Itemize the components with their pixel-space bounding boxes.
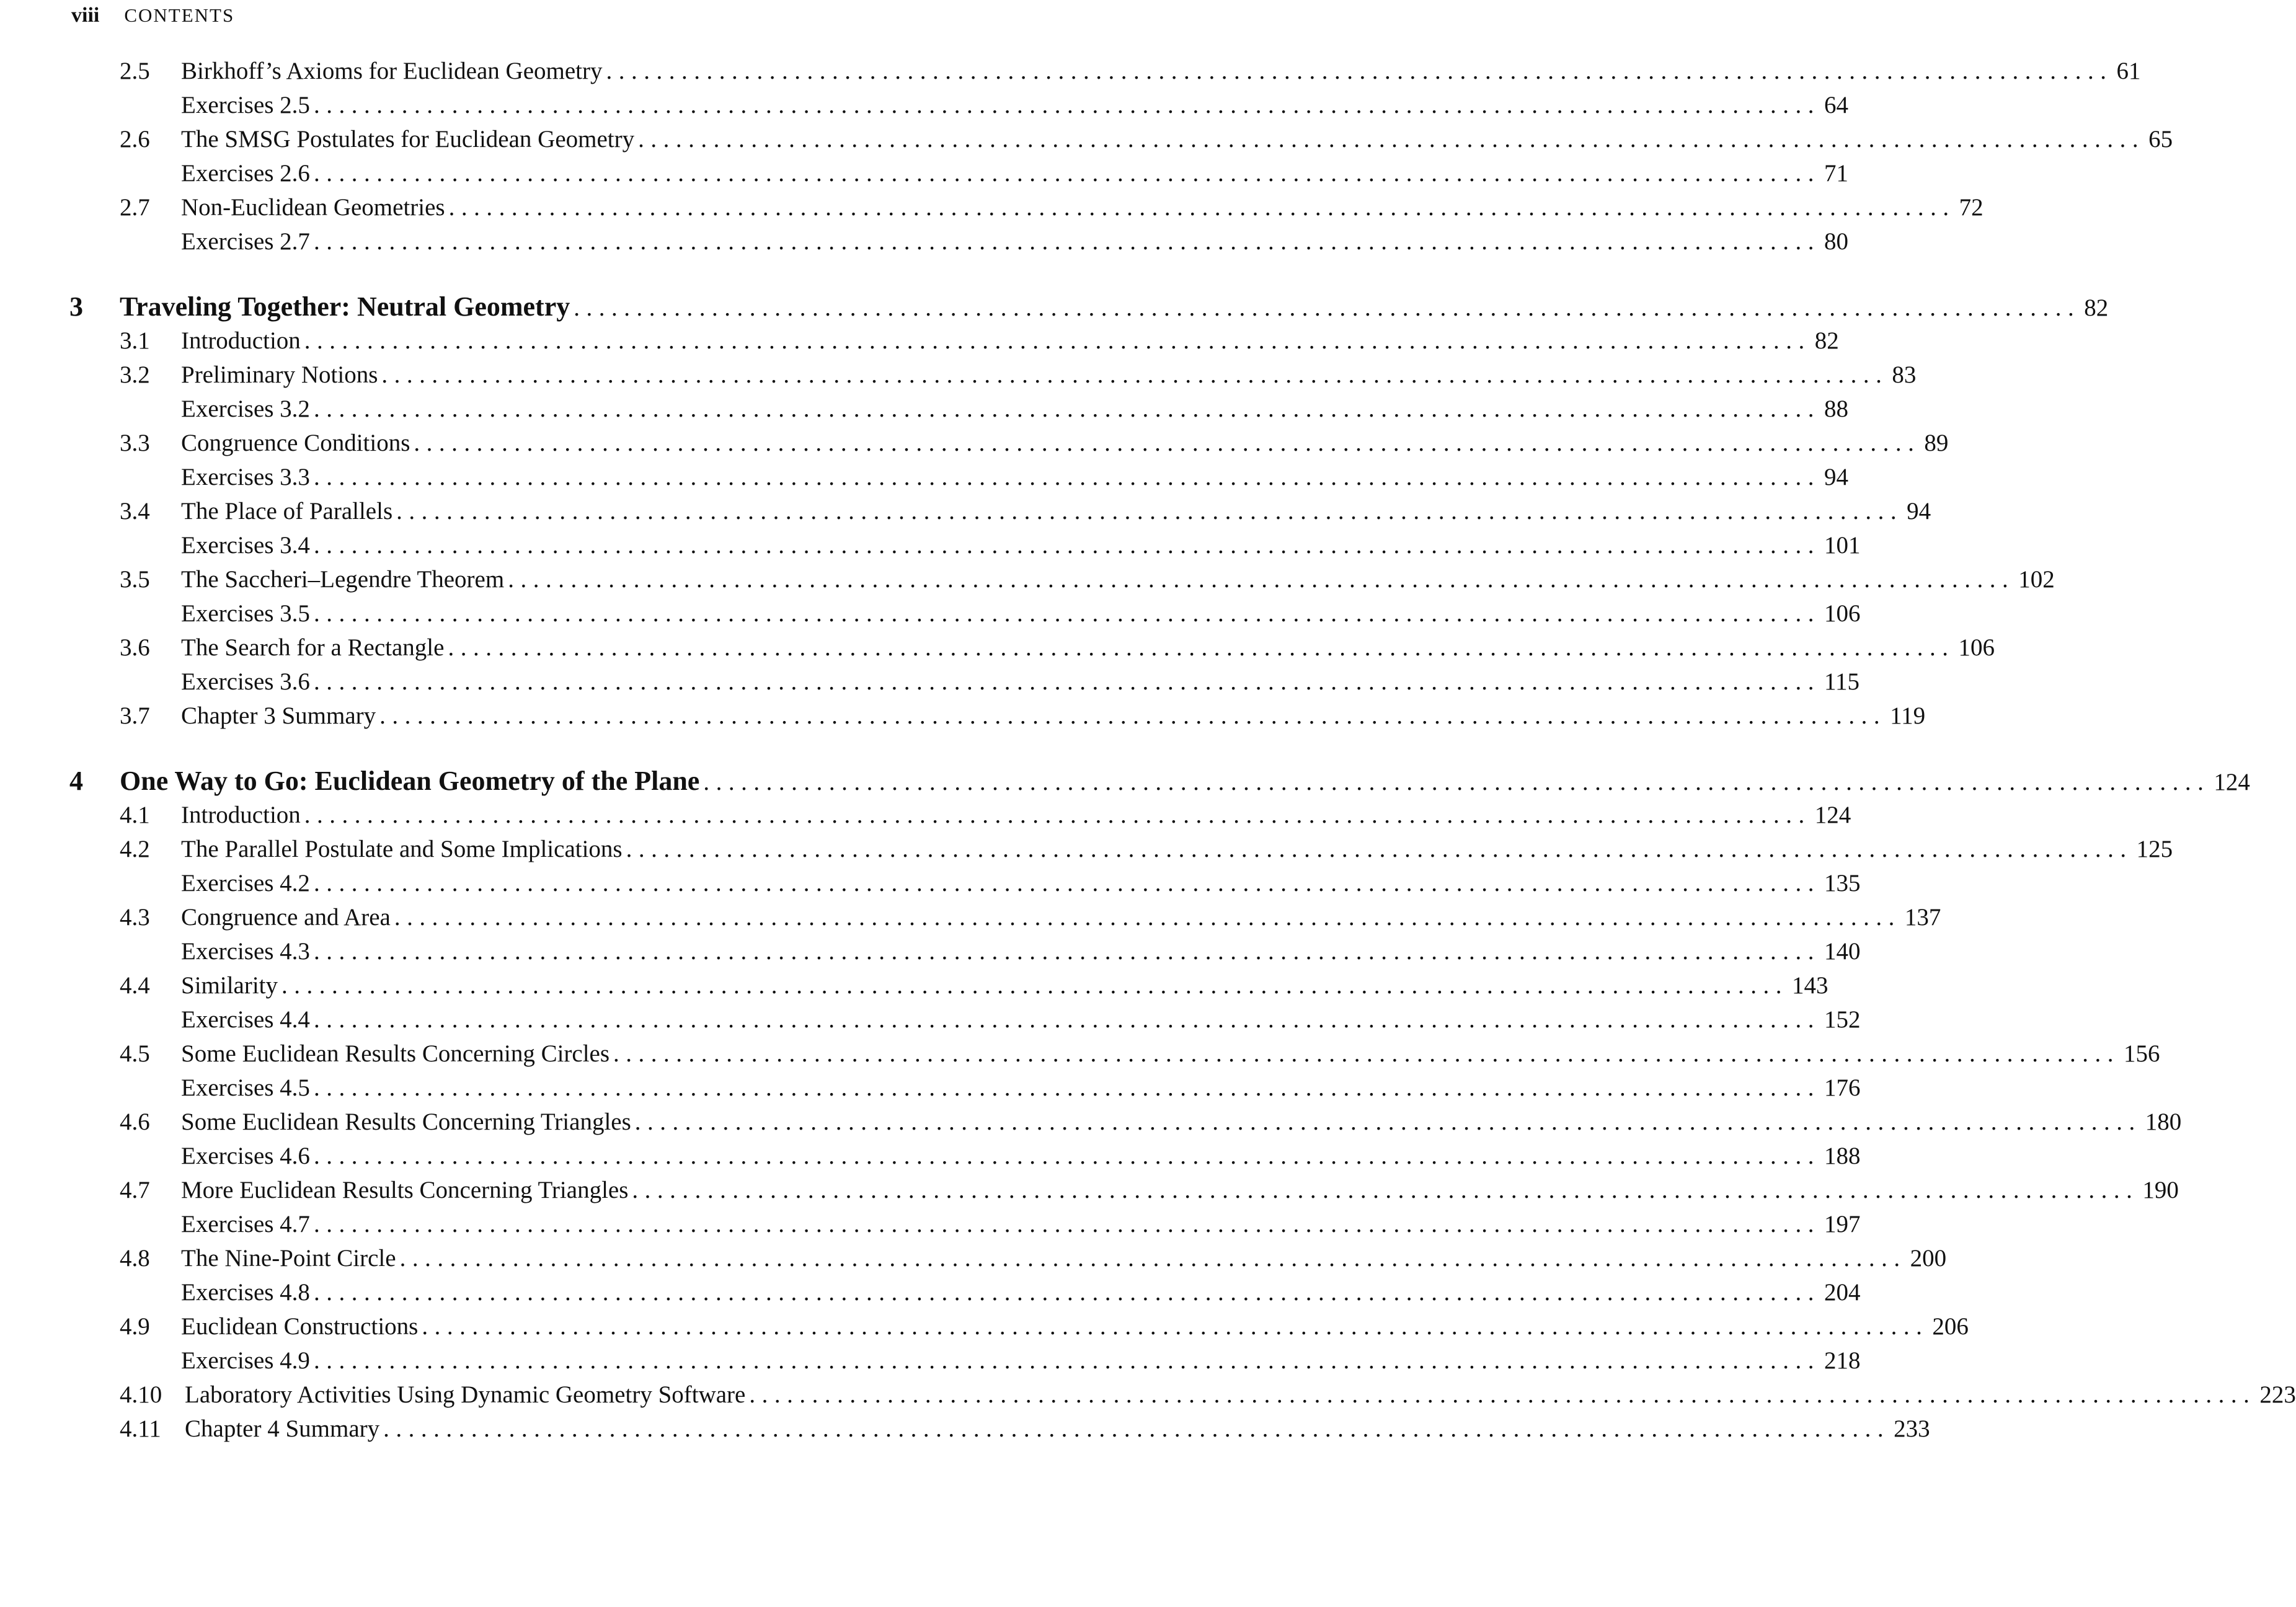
toc-section-entry[interactable]	[120, 1243, 1947, 1274]
toc-entry-number: 2.6	[120, 126, 150, 153]
toc-page-number: 80	[1824, 228, 1848, 255]
toc-entry-number: 3.4	[120, 498, 150, 525]
dot-leader: ........................................................................................................................	[313, 870, 1820, 896]
toc-entry-title: Chapter 3 Summary	[181, 702, 376, 729]
dot-leader: ........................................................................................................................	[638, 126, 2145, 153]
toc-section-entry[interactable]	[120, 970, 1828, 1001]
toc-exercise-entry[interactable]	[181, 598, 1861, 629]
toc-entry-title: More Euclidean Results Concerning Triangles	[181, 1177, 629, 1203]
toc-entry-title: The Place of Parallels	[181, 498, 393, 525]
toc-page-number: 233	[1894, 1415, 1930, 1442]
dot-leader: ........................................................................................................................	[703, 769, 2210, 795]
toc-exercise-entry[interactable]	[181, 1141, 1861, 1172]
dot-leader: ........................................................................................................................	[448, 634, 1955, 661]
toc-entry-title: Chapter 4 Summary	[185, 1415, 380, 1442]
toc-entry-number: 3.7	[120, 702, 150, 729]
toc-page-number: 61	[2116, 58, 2141, 84]
toc-entry-title: Euclidean Constructions	[181, 1313, 419, 1340]
dot-leader: ........................................................................................................................	[414, 430, 1921, 456]
toc-exercise-entry[interactable]	[181, 462, 1848, 493]
toc-section-entry[interactable]	[120, 632, 1995, 663]
toc-page-number: 102	[2018, 566, 2055, 593]
toc-section-entry[interactable]	[120, 902, 1941, 933]
toc-section-entry[interactable]	[120, 56, 2141, 87]
dot-leader: ........................................................................................................................	[281, 972, 1788, 999]
running-head: CONTENTS	[124, 4, 235, 26]
dot-leader: ........................................................................................................................	[313, 532, 1820, 559]
dot-leader: ........................................................................................................................	[313, 464, 1820, 490]
toc-chapter-entry[interactable]	[69, 766, 2250, 797]
toc-page-number: 180	[2145, 1109, 2182, 1135]
dot-leader: ........................................................................................................................	[313, 938, 1820, 965]
dot-leader: ........................................................................................................................	[304, 327, 1811, 354]
toc-entry-title: The Nine-Point Circle	[181, 1245, 396, 1272]
toc-entry-title: The Search for a Rectangle	[181, 634, 445, 661]
toc-entry-number: 4.7	[120, 1177, 150, 1203]
toc-page-number: 125	[2136, 836, 2173, 862]
toc-entry-title: Exercises 3.3	[181, 464, 310, 490]
page-folio: viii	[71, 4, 100, 27]
toc-entry-title: Laboratory Activities Using Dynamic Geometry Software	[185, 1381, 746, 1408]
toc-entry-title: Congruence Conditions	[181, 430, 410, 456]
toc-page-number: 94	[1907, 498, 1931, 525]
toc-entry-title: Exercises 2.5	[181, 92, 310, 118]
toc-page-number: 64	[1824, 92, 1848, 118]
toc-exercise-entry[interactable]	[181, 158, 1848, 189]
dot-leader: ........................................................................................................................	[313, 1279, 1820, 1306]
toc-section-entry[interactable]	[120, 1379, 2296, 1410]
dot-leader: ........................................................................................................................	[606, 58, 2113, 84]
toc-exercise-entry[interactable]	[181, 530, 1861, 561]
toc-entry-number: 4.2	[120, 836, 150, 862]
toc-page-number: 200	[1910, 1245, 1947, 1272]
dot-leader: ........................................................................................................................	[508, 566, 2015, 593]
toc-section-entry[interactable]	[120, 325, 1839, 356]
toc-entry-title: Exercises 4.8	[181, 1279, 310, 1306]
toc-entry-number: 2.5	[120, 58, 150, 84]
toc-page-number: 140	[1824, 938, 1861, 965]
toc-entry-title: Exercises 4.4	[181, 1006, 310, 1033]
toc-page-number: 135	[1824, 870, 1861, 896]
toc-entry-number: 4.11	[120, 1415, 161, 1442]
toc-page-number: 197	[1824, 1211, 1861, 1237]
toc-exercise-entry[interactable]	[181, 1004, 1861, 1035]
dot-leader: ........................................................................................................................	[313, 600, 1820, 627]
dot-leader: ........................................................................................................................	[613, 1040, 2121, 1067]
dot-leader: ........................................................................................................................	[381, 361, 1889, 388]
dot-leader: ........................................................................................................................	[313, 160, 1820, 187]
toc-entry-number: 4.4	[120, 972, 150, 999]
toc-entry-title: Non-Euclidean Geometries	[181, 194, 445, 221]
toc-entry-number: 3.6	[120, 634, 150, 661]
toc-exercise-entry[interactable]	[181, 1209, 1861, 1240]
toc-entry-title: Preliminary Notions	[181, 361, 378, 388]
toc-exercise-entry[interactable]	[181, 226, 1848, 257]
toc-section-entry[interactable]	[120, 1107, 2182, 1138]
toc-entry-title: Some Euclidean Results Concerning Triangles	[181, 1109, 631, 1135]
dot-leader: ........................................................................................................................	[396, 498, 1904, 525]
toc-section-entry[interactable]	[120, 1311, 1969, 1342]
toc-entry-title: The Saccheri–Legendre Theorem	[181, 566, 505, 593]
toc-page-number: 82	[2084, 294, 2109, 321]
toc-entry-number: 4.1	[120, 802, 150, 828]
toc-page-number: 190	[2142, 1177, 2179, 1203]
dot-leader: ........................................................................................................................	[313, 1347, 1820, 1374]
toc-page-number: 204	[1824, 1279, 1861, 1306]
toc-section-entry[interactable]	[120, 834, 2173, 865]
toc-entry-title: Introduction	[181, 327, 301, 354]
toc-entry-title: Exercises 3.2	[181, 396, 310, 422]
toc-entry-title: Exercises 4.5	[181, 1074, 310, 1101]
toc-entry-title: Exercises 3.6	[181, 668, 310, 695]
toc-entry-number: 4.8	[120, 1245, 150, 1272]
toc-page-number: 156	[2124, 1040, 2160, 1067]
dot-leader: ........................................................................................................................	[634, 1109, 2142, 1135]
toc-entry-title: Traveling Together: Neutral Geometry	[120, 291, 570, 322]
toc-section-entry[interactable]	[120, 1038, 2160, 1069]
toc-page-number: 106	[1824, 600, 1861, 627]
toc-entry-number: 4.6	[120, 1109, 150, 1135]
dot-leader: ........................................................................................................................	[313, 228, 1820, 255]
toc-page-number: 101	[1824, 532, 1861, 559]
toc-exercise-entry[interactable]	[181, 868, 1861, 899]
toc-entry-title: Similarity	[181, 972, 278, 999]
toc-section-entry[interactable]	[120, 800, 1851, 831]
toc-page-number: 88	[1824, 396, 1848, 422]
toc-entry-number: 3.2	[120, 361, 150, 388]
toc-page-number: 218	[1824, 1347, 1861, 1374]
toc-page-number: 65	[2148, 126, 2173, 153]
toc-entry-number: 4	[69, 766, 83, 796]
toc-section-entry[interactable]	[120, 1175, 2179, 1206]
dot-leader: ........................................................................................................................	[574, 294, 2081, 321]
toc-page-number: 119	[1890, 702, 1926, 729]
toc-chapter-entry[interactable]	[69, 291, 2109, 322]
toc-entry-number: 3.5	[120, 566, 150, 593]
toc-page-number: 143	[1792, 972, 1828, 999]
toc-page-number: 115	[1824, 668, 1859, 695]
toc-entry-title: One Way to Go: Euclidean Geometry of the Plane	[120, 766, 700, 796]
toc-page-number: 94	[1824, 464, 1848, 490]
toc-section-entry[interactable]	[120, 701, 1926, 732]
dot-leader: ........................................................................................................................	[632, 1177, 2139, 1203]
toc-entry-title: Exercises 3.4	[181, 532, 310, 559]
toc-entry-title: Exercises 4.7	[181, 1211, 310, 1237]
toc-page-number: 83	[1892, 361, 1917, 388]
toc-entry-number: 2.7	[120, 194, 150, 221]
toc-page-number: 223	[2259, 1381, 2296, 1408]
toc-exercise-entry[interactable]	[181, 936, 1861, 967]
toc-entry-title: Some Euclidean Results Concerning Circles	[181, 1040, 610, 1067]
toc-exercise-entry[interactable]	[181, 1277, 1861, 1308]
toc-entry-title: Exercises 2.6	[181, 160, 310, 187]
toc-page-number: 89	[1924, 430, 1949, 456]
toc-entry-number: 3.3	[120, 430, 150, 456]
toc-entry-title: Birkhoff’s Axioms for Euclidean Geometry	[181, 58, 603, 84]
dot-leader: ........................................................................................................................	[313, 1006, 1820, 1033]
toc-section-entry[interactable]	[120, 360, 1917, 391]
dot-leader: ........................................................................................................................	[399, 1245, 1907, 1272]
toc-entry-title: Exercises 4.9	[181, 1347, 310, 1374]
page-header	[71, 0, 234, 31]
dot-leader: ........................................................................................................................	[448, 194, 1956, 221]
toc-exercise-entry[interactable]	[181, 1073, 1861, 1104]
toc-entry-number: 4.10	[120, 1381, 162, 1408]
toc-exercise-entry[interactable]	[181, 394, 1848, 425]
toc-section-entry[interactable]	[120, 564, 2055, 595]
toc-exercise-entry[interactable]	[181, 666, 1859, 697]
dot-leader: ........................................................................................................................	[313, 92, 1820, 118]
toc-entry-number: 4.9	[120, 1313, 150, 1340]
dot-leader: ........................................................................................................................	[379, 702, 1887, 729]
toc-section-entry[interactable]	[120, 428, 1949, 459]
toc-entry-number: 3.1	[120, 327, 150, 354]
toc-exercise-entry[interactable]	[181, 1345, 1861, 1376]
toc-page-number: 71	[1824, 160, 1848, 187]
toc-page-number: 72	[1959, 194, 1984, 221]
dot-leader: ........................................................................................................................	[749, 1381, 2256, 1408]
toc-entry-title: Exercises 2.7	[181, 228, 310, 255]
toc-page-number: 176	[1824, 1074, 1861, 1101]
toc-page-number: 152	[1824, 1006, 1861, 1033]
toc-page-number: 206	[1932, 1313, 1969, 1340]
toc-section-entry[interactable]	[120, 124, 2173, 155]
toc-entry-title: Introduction	[181, 802, 301, 828]
toc-entry-number: 4.5	[120, 1040, 150, 1067]
toc-entry-title: Exercises 4.3	[181, 938, 310, 965]
toc-entry-title: The SMSG Postulates for Euclidean Geometry	[181, 126, 635, 153]
toc-entry-number: 3	[69, 291, 83, 322]
toc-page-number: 106	[1958, 634, 1995, 661]
toc-page-number: 137	[1904, 904, 1941, 931]
dot-leader: ........................................................................................................................	[313, 1211, 1820, 1237]
toc-entry-title: The Parallel Postulate and Some Implications	[181, 836, 623, 862]
toc-entry-number: 4.3	[120, 904, 150, 931]
toc-section-entry[interactable]	[120, 496, 1931, 527]
toc-page-number: 124	[2214, 769, 2250, 795]
toc-entry-title: Exercises 4.6	[181, 1143, 310, 1169]
toc-section-entry[interactable]	[120, 1414, 1930, 1445]
toc-entry-title: Exercises 4.2	[181, 870, 310, 896]
dot-leader: ........................................................................................................................	[383, 1415, 1890, 1442]
toc-entry-title: Exercises 3.5	[181, 600, 310, 627]
dot-leader: ........................................................................................................................	[313, 1074, 1820, 1101]
toc-section-entry[interactable]	[120, 192, 1984, 223]
toc-entry-title: Congruence and Area	[181, 904, 391, 931]
dot-leader: ........................................................................................................................	[394, 904, 1901, 931]
dot-leader: ........................................................................................................................	[422, 1313, 1929, 1340]
toc-page-number: 82	[1814, 327, 1839, 354]
dot-leader: ........................................................................................................................	[313, 1143, 1820, 1169]
toc-exercise-entry[interactable]	[181, 90, 1848, 121]
toc-page-number: 188	[1824, 1143, 1861, 1169]
dot-leader: ........................................................................................................................	[313, 668, 1820, 695]
dot-leader: ........................................................................................................................	[313, 396, 1820, 422]
dot-leader: ........................................................................................................................	[304, 802, 1811, 828]
dot-leader: ........................................................................................................................	[626, 836, 2133, 862]
toc-page-number: 124	[1814, 802, 1851, 828]
